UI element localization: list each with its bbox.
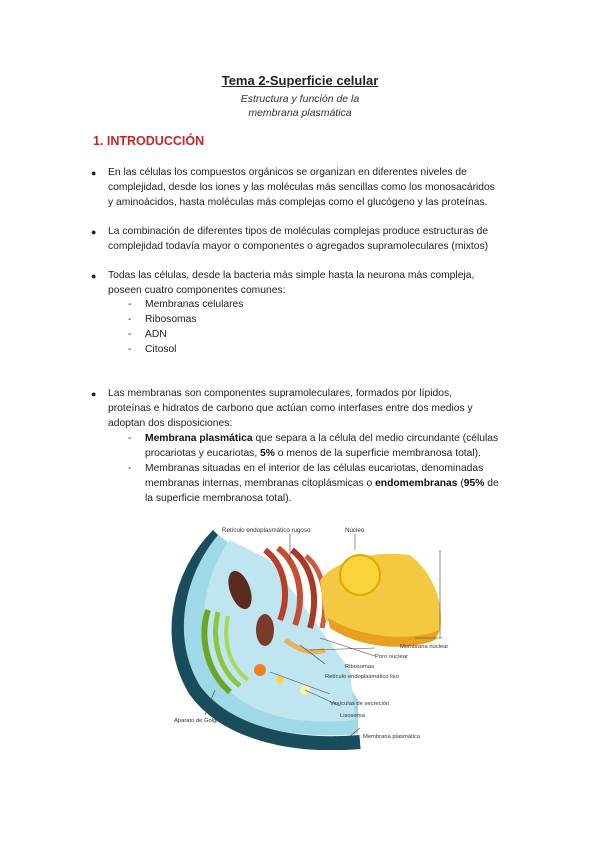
dash-icon: - (128, 299, 132, 310)
bold-term: endomembranas (375, 478, 458, 489)
bold-term: 5% (260, 448, 275, 459)
label-nucleo: Núcleo (345, 527, 365, 534)
text-span: de (484, 478, 499, 489)
list-item: Citosol (145, 344, 177, 355)
text-line: Las membranas son componentes supramoleculares, formados por lípidos, (108, 388, 452, 399)
bullet-4 (108, 386, 528, 431)
bullet-1 (108, 165, 528, 210)
text-line: La combinación de diferentes tipos de moléculas complejas produce estructuras de (108, 226, 489, 237)
text-line: complejidad, desde los iones y las moléculas más sencillas como los monosacáridos (108, 182, 495, 193)
nucleolus-shape (340, 555, 380, 595)
list-item-membrana-plasmatica (145, 431, 530, 461)
label-golgi: Aparato de Golgi (174, 718, 218, 724)
dash-icon: - (128, 433, 132, 444)
subtitle-line-2: membrana plasmática (248, 107, 352, 119)
text-line: poseen cuatro componentes comunes: (108, 285, 286, 296)
text-span: ( (457, 478, 464, 489)
text-line: Todas las células, desde la bacteria más simple hasta la neurona más compleja, (108, 270, 475, 281)
label-lisosoma: Lisosoma (340, 713, 365, 719)
dash-icon: - (128, 314, 132, 325)
section-heading: 1. INTRODUCCIÓN (93, 134, 205, 148)
text-span: membranas internas, membranas citoplásmicas o (145, 478, 376, 489)
vesicle-shape (276, 676, 284, 684)
bullet-icon: ● (91, 168, 97, 178)
list-item: Ribosomas (145, 314, 197, 325)
dash-icon: - (128, 344, 132, 355)
dash-icon: - (128, 329, 132, 340)
text-line: proteínas e hidratos de carbono que actúan como interfases entre dos medios y (108, 403, 473, 414)
bullet-icon: ● (91, 271, 97, 281)
text-line (145, 431, 530, 446)
page-title: Tema 2-Superficie celular (221, 73, 379, 88)
text-span: procariotas y eucariotas, (145, 448, 261, 459)
text-line: adoptan dos disposiciones: (108, 418, 233, 429)
text-span: que separa a la célula del medio circundante (células (252, 433, 499, 444)
text-line: la superficie membranosa total). (145, 493, 292, 504)
label-vesiculas: Vesículas de secreción (330, 701, 390, 707)
list-item: ADN (145, 329, 167, 340)
dash-icon: - (128, 463, 132, 474)
text-line: y aminoácidos, hasta moléculas más complejas como el glucógeno y las proteínas. (108, 197, 488, 208)
text-line: complejidad todavía mayor o componentes o agregados supramoleculares (mixtos) (108, 241, 489, 252)
text-line: En las células los compuestos orgánicos se organizan en diferentes niveles de (108, 167, 467, 178)
vesicle-shape (254, 664, 266, 676)
bullet-2 (108, 224, 528, 254)
label-poro-nuclear: Poro nuclear (375, 654, 408, 660)
text-span: o menos de la superficie membranosa total). (274, 448, 481, 459)
label-ribosomas: Ribosomas (345, 664, 374, 670)
bullet-icon: ● (91, 389, 97, 399)
bold-term: Membrana plasmática (145, 433, 253, 444)
label-membrana-nuclear: Membrana nuclear (400, 644, 449, 650)
subtitle-line-1: Estructura y función de la (240, 93, 360, 105)
list-item-endomembranas (145, 461, 530, 506)
cell-diagram (160, 520, 450, 750)
bold-term: 95% (463, 478, 485, 489)
label-rer: Retículo endoplasmático rugoso (222, 527, 311, 534)
bullet-icon: ● (91, 227, 97, 237)
text-line: Membranas situadas en el interior de las células eucariotas, denominadas (145, 463, 484, 474)
bullet-3 (108, 268, 528, 298)
text-line (145, 476, 530, 491)
label-rel: Retículo endoplasmático liso (325, 674, 399, 680)
mitochondrion-shape (256, 614, 274, 646)
label-membrana-plasmatica: Membrana plasmática (363, 734, 421, 740)
list-item: Membranas celulares (145, 299, 244, 310)
text-line (145, 446, 530, 461)
